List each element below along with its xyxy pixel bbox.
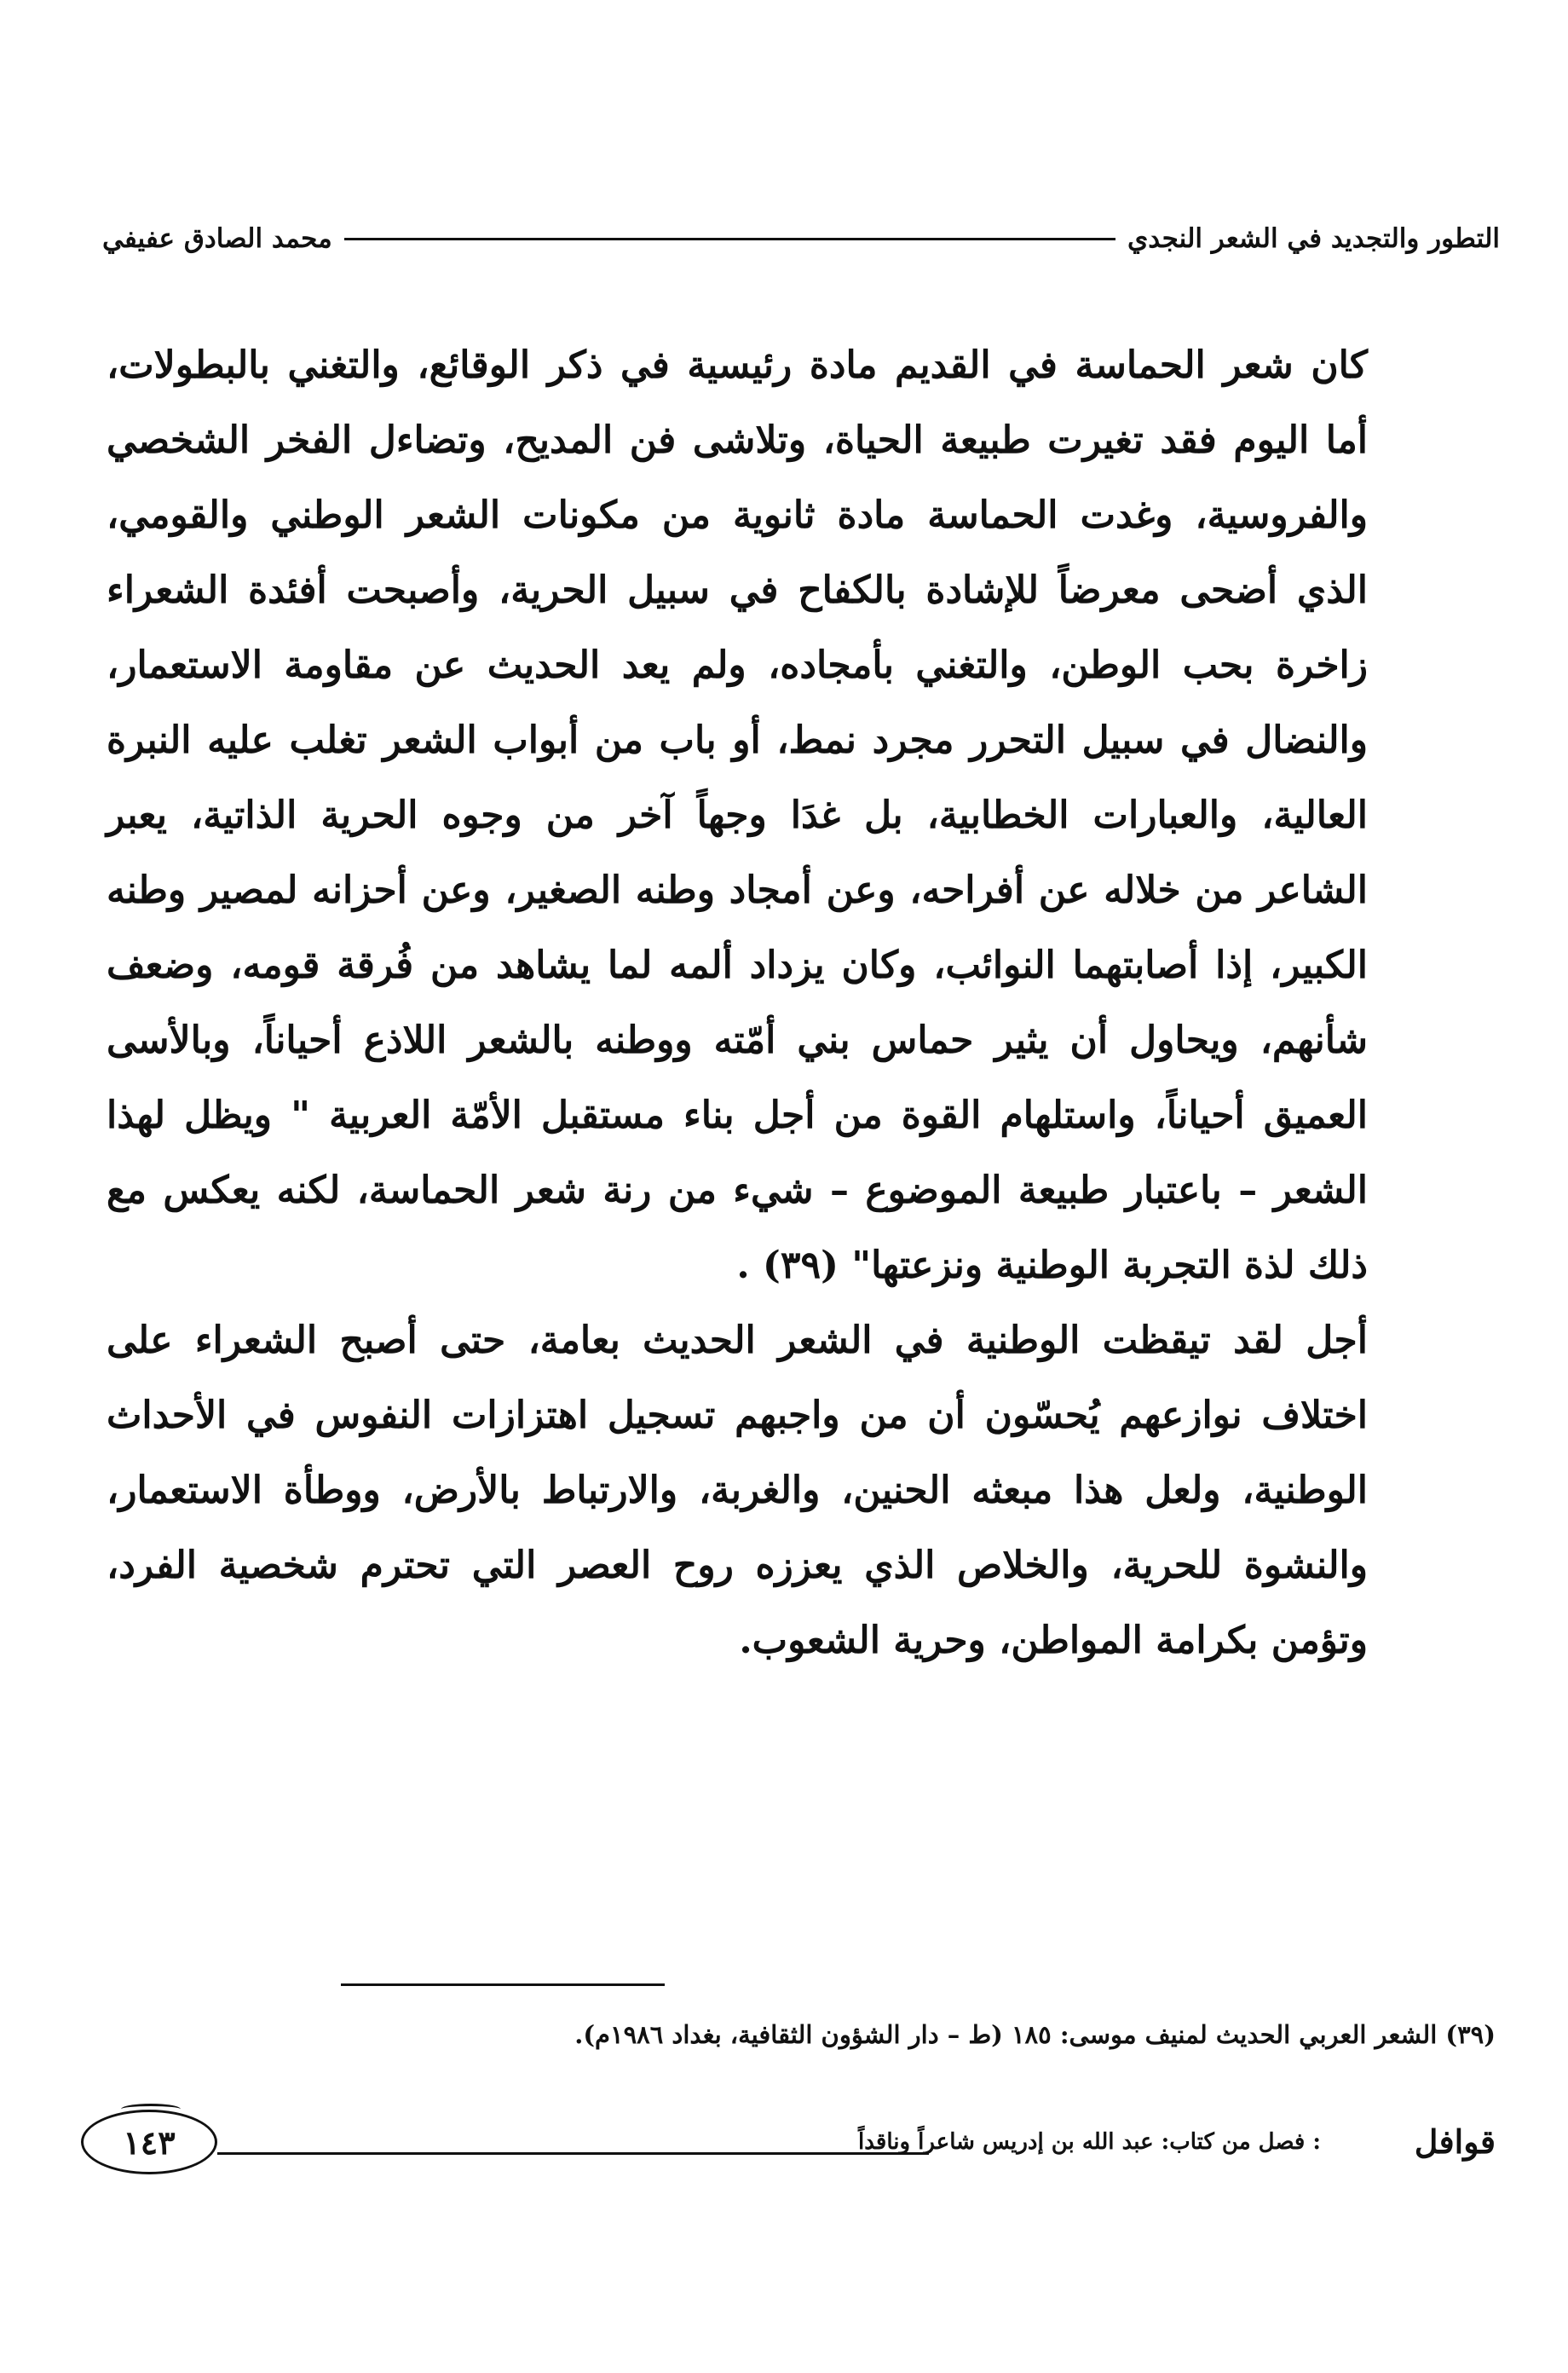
footer-source: : فصل من كتاب: عبد الله بن إدريس شاعراً وناقداً xyxy=(858,2129,1321,2155)
header-book-title: التطور والتجديد في الشعر النجدي xyxy=(1127,223,1500,254)
footnote-separator xyxy=(341,1983,665,1986)
paragraph: أجل لقد تيقظت الوطنية في الشعر الحديث بعامة، حتى أصبح الشعراء على اختلاف نوازعهم يُحسّون أن من واجبهم تسجيل اهتزازات النفوس في الأحداث الوطنية، ولعل هذا مبعثه الحنين، والغربة، والارتباط بالأرض، ووطأة الاستعمار، والنشوة للحرية، والخلاص الذي يعززه روح العصر التي تحترم شخصية الفرد، وتؤمن بكرامة المواطن، وحرية الشعوب. xyxy=(107,1319,1368,1662)
paragraph: كان شعر الحماسة في القديم مادة رئيسية في ذكر الوقائع، والتغني بالبطولات، أما اليوم فقد تغيرت طبيعة الحياة، وتلاشى فن المديح، وتضاءل الفخر الشخصي والفروسية، وغدت الحماسة مادة ثانوية من مكونات الشعر الوطني والقومي، الذي أضحى معرضاً للإشادة بالكفاح في سبيل الحرية، وأصبحت أفئدة الشعراء زاخرة بحب الوطن، والتغني بأمجاده، ولم يعد الحديث عن مقاومة الاستعمار، والنضال في سبيل التحرر مجرد نمط، أو باب من أبواب الشعر تغلب عليه النبرة العالية، والعبارات الخطابية، بل غدَا وجهاً آخر من وجوه الحرية الذاتية، يعبر الشاعر من خلاله عن أفراحه، وعن أمجاد وطنه الصغير، وعن أحزانه لمصير وطنه الكبير، إذا أصابتهما النوائب، وكان يزداد ألمه لما يشاهد من فُرقة قومه، وضعف شأنهم، ويحاول أن يثير حماس بني أمّته ووطنه بالشعر اللاذع أحياناً، وبالأسى العميق أحياناً، واستلهام القوة من أجل بناء مستقبل الأمّة العربية " ويظل لهذا الشعر – باعتبار طبيعة الموضوع – شيء من رنة شعر الحماسة، لكنه يعكس مع ذلك لذة التجربة الوطنية ونزعتها" (٣٩) . xyxy=(107,344,1369,1287)
header-author: محمد الصادق عفيفي xyxy=(102,223,332,254)
page-number xyxy=(81,2110,217,2174)
page-number-text: ١٤٣ xyxy=(123,2122,176,2162)
header-rule xyxy=(344,238,1115,240)
footer-rule xyxy=(217,2152,929,2155)
running-header xyxy=(102,217,1500,260)
footnote: (٣٩) الشعر العربي الحديث لمنيف موسى: ١٨٥ (ط – دار الشؤون الثقافية، بغداد ١٩٨٦م). xyxy=(574,2020,1496,2049)
footer-label: قوافل xyxy=(1414,2122,1496,2161)
main-text xyxy=(107,328,1368,1678)
